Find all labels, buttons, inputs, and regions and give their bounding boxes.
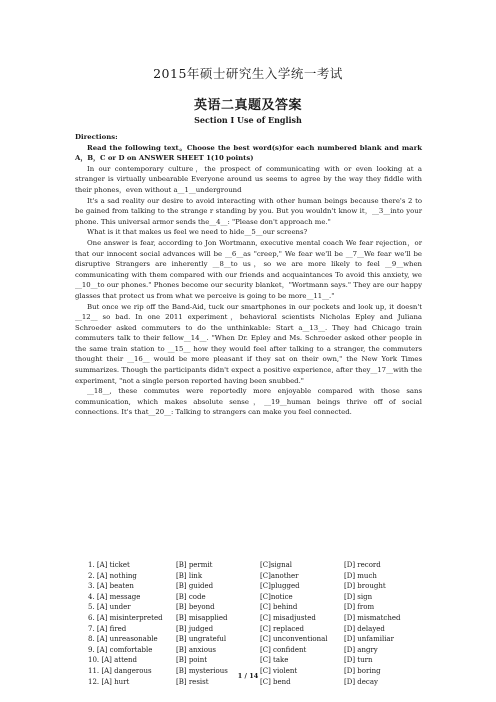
option-a: 5. [A] under bbox=[88, 603, 131, 612]
option-a: 7. [A] fired bbox=[88, 624, 127, 633]
option-b: [B] point bbox=[176, 656, 208, 665]
document-body bbox=[75, 132, 422, 418]
paper-title: 英语二真题及答案 bbox=[193, 98, 302, 113]
option-b: [B] mysterious bbox=[176, 666, 228, 675]
option-d: [D] mismatched bbox=[344, 613, 401, 622]
option-d: [D] sign bbox=[344, 592, 373, 601]
option-d: [D] unfamiliar bbox=[344, 635, 394, 644]
option-b: [B] resist bbox=[176, 677, 209, 686]
option-a: 11. [A] dangerous bbox=[88, 666, 152, 675]
option-b: [B] guided bbox=[176, 582, 214, 591]
option-c: [C]another bbox=[260, 571, 299, 580]
option-a: 1. [A] ticket bbox=[88, 561, 130, 569]
passage-paragraph: What is it that makes us feel we need to hide__5__our screens? bbox=[87, 228, 308, 237]
option-b: [B] ungrateful bbox=[176, 635, 227, 644]
option-b: [B] beyond bbox=[176, 603, 215, 612]
exam-title: 2015年硕士研究生入学统一考试 bbox=[153, 66, 343, 81]
option-d: [D] much bbox=[344, 571, 377, 580]
option-b: [B] anxious bbox=[176, 645, 217, 654]
option-d: [D] from bbox=[344, 603, 375, 612]
option-a: 6. [A] misinterpreted bbox=[88, 613, 163, 622]
option-c: [C]notice bbox=[260, 592, 293, 601]
option-c: [C]signal bbox=[260, 561, 293, 569]
option-d: [D] record bbox=[344, 561, 381, 569]
directions-label: Directions: bbox=[75, 133, 118, 141]
option-b: [B] permit bbox=[176, 561, 213, 569]
option-a: 3. [A] beaten bbox=[88, 582, 134, 591]
option-a: 9. [A] comfortable bbox=[88, 645, 153, 654]
option-c: [C] replaced bbox=[260, 624, 304, 633]
option-d: [D] angry bbox=[344, 645, 378, 654]
option-a: 8. [A] unreasonable bbox=[88, 635, 158, 644]
option-d: [D] turn bbox=[344, 656, 373, 665]
option-c: [C]plugged bbox=[260, 582, 300, 591]
option-c: [C] unconventional bbox=[260, 635, 328, 644]
option-d: [D] brought bbox=[344, 582, 386, 591]
section-title: Section I Use of English bbox=[194, 115, 302, 125]
option-d: [D] boring bbox=[344, 666, 381, 675]
option-b: [B] misapplied bbox=[176, 613, 228, 622]
option-d: [D] delayed bbox=[344, 624, 385, 633]
option-c: [C] violent bbox=[260, 666, 298, 675]
option-b: [B] judged bbox=[176, 624, 214, 633]
option-c: [C] take bbox=[260, 656, 289, 665]
option-c: [C] bend bbox=[260, 677, 291, 686]
passage-paragraph: It's a sad reality our desire to avoid interacting with other human beings because there's 2 to be gained from talking to the strange r standing by you. But you wouldn't know it，__3__into your phone. This universal armor sends the__4__: "Please don't approach me." bbox=[75, 196, 422, 226]
option-c: [C] misadjusted bbox=[260, 613, 316, 622]
passage-paragraph: In our contemporary culture，the prospect of communicating with or even looking at a stranger is virtually unbearable Everyone around us seems to agree by the way they fiddle with their phones，even without a__1__underground bbox=[75, 164, 422, 194]
passage-paragraph: One answer is fear, according to Jon Wortmann, executive mental coach We fear rejection，or that our innocent social advances will be __6__as "creep," We fear we'll be __7__We fear we'll be disruptive Strangers are inherently __8__to us，so we are more likely to feel __9__when communicating with them compared with our friends and acquaintances To avoid this anxiety, we __10__to our phones." Phones become our security blanket，"Wortmann says." They are our happy glasses that protect us from what we perceive is going to be more__11__." bbox=[75, 238, 422, 300]
option-b: [B] code bbox=[176, 592, 206, 601]
passage-paragraph: __18__, these commutes were reportedly more enjoyable compared with those sans communication, which makes absolute sense，__19__human beings thrive off of social connections. It's that__20__: Talking to strangers can make you feel connected. bbox=[75, 387, 422, 417]
page-number: 1 / 14 bbox=[237, 672, 259, 680]
option-a: 2. [A] nothing bbox=[88, 571, 137, 580]
option-d: [D] decay bbox=[344, 677, 378, 686]
option-c: [C] confident bbox=[260, 645, 307, 654]
option-c: [C] behind bbox=[260, 603, 298, 612]
option-a: 12. [A] hurt bbox=[88, 677, 130, 686]
option-a: 10. [A] attend bbox=[88, 656, 138, 665]
option-a: 4. [A] message bbox=[88, 592, 141, 601]
passage-paragraph: But once we rip off the Band-Aid, tuck our smartphones in our pockets and look up, it doesn't __12__ so bad. In one 2011 experiment，behavioral scientists Nicholas Epley and Juliana Schroeder asked commuters to do the unthinkable: Start a__13__. They had Chicago train commuters talk to their fellow__14__. "When Dr. Epley and Ms. Schroeder asked other people in the same train station to __15__ how they would feel after talking to a stranger, the commuters thought their __16__ would be more pleasant if they sat on their own," the New York Times summarizes. Though the participants didn't expect a positive experience, after they__17__with the experiment, "not a single person reported having been snubbed." bbox=[75, 302, 422, 385]
directions-text: Read the following text。Choose the best word(s)for each numbered blank and mark A，B，C or D on ANSWER SHEET 1(10 points) bbox=[75, 143, 422, 163]
option-b: [B] link bbox=[176, 571, 203, 580]
